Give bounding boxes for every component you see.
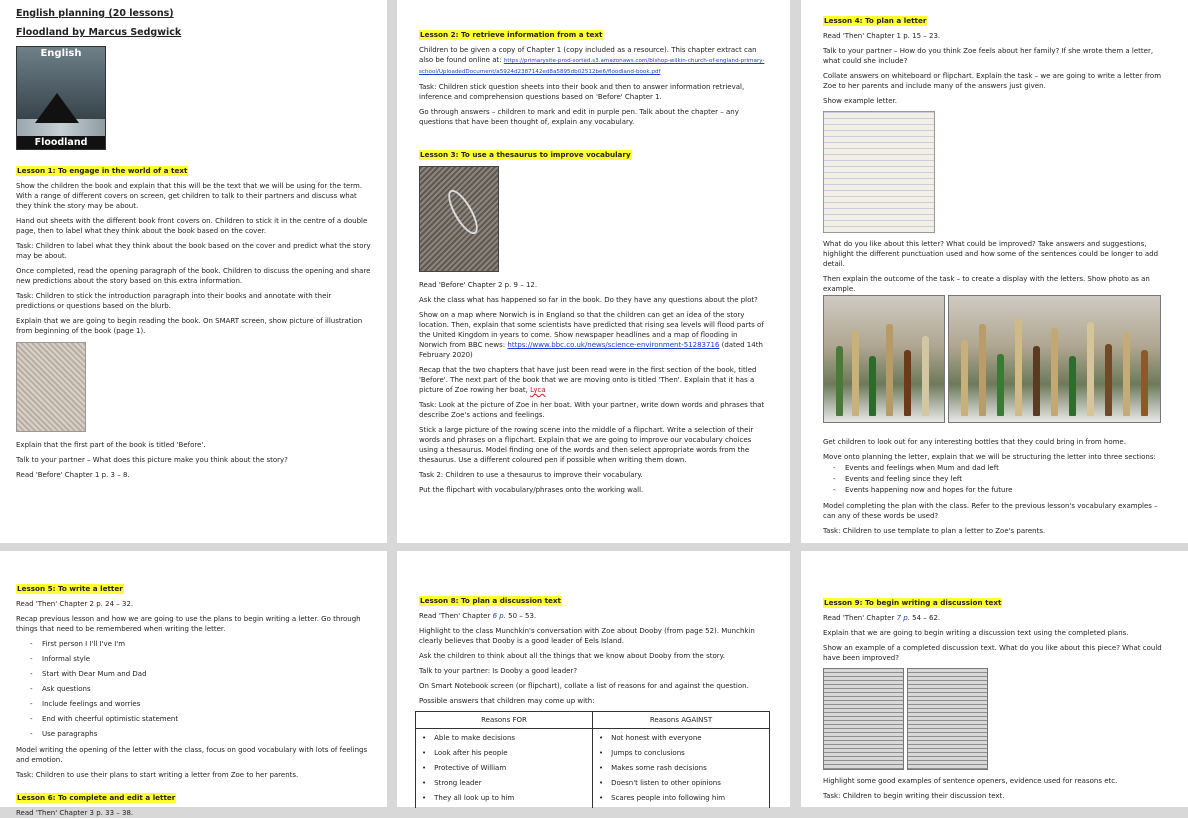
paragraph: Move onto planning the letter, explain that we will be structuring the letter into three sections: <box>823 453 1156 461</box>
paragraph: Put the flipchart with vocabulary/phrases onto the working wall. <box>419 486 644 494</box>
illustration-image <box>16 342 86 432</box>
cover-bottom-text: Floodland <box>17 136 105 149</box>
boat-image <box>419 166 499 272</box>
list-item: - Events happening now and hopes for the future <box>845 485 1166 495</box>
table-header: Reasons AGAINST <box>593 712 770 729</box>
letter-sections-list <box>823 463 1166 495</box>
paragraph: Collate answers on whiteboard or flipchart. Explain the task – we are going to write a letter from Zoe to her parents and include many of the answers just given. <box>823 72 1162 90</box>
example-letter-image <box>823 111 935 233</box>
paragraph: Stick a large picture of the rowing scene into the middle of a flipchart. Write a selection of their words and phrases on a flipchart. Explain that we are going to improve our vocabulary choices using a thesaurus. Model finding one of the words and then select appropriate words from the thesaurus. Use a different coloured pen if possible when writing them down. <box>419 426 754 464</box>
list-item: - Ask questions <box>42 684 371 694</box>
lesson-9-heading: Lesson 9: To begin writing a discussion text <box>824 598 1002 607</box>
page-3 <box>801 0 1188 543</box>
lesson-1-heading: Lesson 1: To engage in the world of a text <box>17 166 188 175</box>
paragraph: Recap previous lesson and how we are going to use the plans to begin writing a letter. Go through things that need to be remembered when writing the letter. <box>16 615 361 633</box>
book-cover-image <box>16 46 106 150</box>
paragraph: Recap that the two chapters that have just been read were in the first section of the book, titled 'Before'. The next part of the book that we are moving onto is titled 'Then'. Explain that it has a picture of Zoe rowing her boat, Lyca <box>419 366 757 394</box>
paragraph: Highlight to the class Munchkin's conversation with Zoe about Dooby (from page 52). Munchkin clearly believes that Dooby is a good leader of Eels Island. <box>419 627 755 645</box>
paragraph: Talk to your partner – What does this picture make you think about the story? <box>16 456 288 464</box>
paragraph: Once completed, read the opening paragraph of the book. Children to discuss the opening and share new predictions about the story based on this extra information. <box>16 267 371 285</box>
paragraph: Explain that we are going to begin reading the book. On SMART screen, show picture of illustration from beginning of the book (page 1). <box>16 317 363 335</box>
paragraph: Talk to your partner – How do you think Zoe feels about her family? If she wrote them a letter, what could she include? <box>823 47 1154 65</box>
paragraph: Hand out sheets with the different book front covers on. Children to stick it in the centre of a double page, then to label what they think about the book based on the cover. <box>16 217 368 235</box>
paragraph: Read 'Then' Chapter 6 p. 50 – 53. <box>419 612 537 620</box>
list-item: • Makes some rash decisions <box>599 761 763 776</box>
paragraph: Show example letter. <box>823 97 897 105</box>
page-2 <box>397 0 790 543</box>
list-item: • Look after his people <box>422 746 586 761</box>
chapter-link[interactable]: https://primarysite-prod-sorted.s3.amazonaws.com/bishop-wilkin-church-of-england-primary-school/UploadedDocument/a5924d2387142ed8a5895db02512be6/floodland-book.pdf <box>419 58 765 75</box>
cover-top-text: English <box>40 48 82 59</box>
paragraph: Highlight some good examples of sentence openers, evidence used for reasons etc. <box>823 777 1118 785</box>
paragraph: Model completing the plan with the class. Refer to the previous lesson's vocabulary examples – can any of these words be used? <box>823 502 1158 520</box>
paragraph: Ask the class what has happened so far in the book. Do they have any questions about the plot? <box>419 296 758 304</box>
list-item: - Use paragraphs <box>42 729 371 739</box>
paragraph: Read 'Then' Chapter 2 p. 24 – 32. <box>16 600 134 608</box>
paragraph: Show the children the book and explain that this will be the text that we will be using for the term. With a range of different covers on screen, get children to talk to their partners and discuss what they think the story may be about. <box>16 182 363 210</box>
lesson-6-heading: Lesson 6: To complete and edit a letter <box>17 793 176 802</box>
list-item: • They all look up to him <box>422 791 586 806</box>
paragraph: Children to be given a copy of Chapter 1 (copy included as a resource). This chapter extract can also be found online at: https://primarysite-prod-sorted.s3.amazonaws.com/bishop-wilkin-church-of-england-primary-school/UploadedDocument/a5924d2387142ed8a5895db02512be6/floodland-book.pdf <box>419 46 765 75</box>
list-item: • Scares people into following him <box>599 791 763 806</box>
paragraph: Explain that the first part of the book is titled 'Before'. <box>16 441 206 449</box>
list-item: - Events and feeling since they left <box>845 474 1166 484</box>
page-6 <box>801 551 1188 807</box>
paragraph: Task: Children to stick the introduction paragraph into their books and annotate with their predictions or questions based on the blurb. <box>16 292 332 310</box>
letter-checklist <box>16 639 371 739</box>
list-item: - Start with Dear Mum and Dad <box>42 669 371 679</box>
paragraph: Possible answers that children may come up with: <box>419 697 595 705</box>
list-item: • Able to make decisions <box>422 731 586 746</box>
list-item: - End with cheerful optimistic statement <box>42 714 371 724</box>
paragraph: Show on a map where Norwich is in England so that the children can get an idea of the story location. Then, explain that some scientists have predicted that rising sea levels will flood parts of the United Kingdom in years to come. Show newspaper headlines and a map of flooding in Norwich from BBC news: https://www.bbc.co.uk/news/science-environment-51283716 (dated 14th February 2020) <box>419 311 764 359</box>
reasons-table <box>415 711 770 808</box>
paragraph: Read 'Then' Chapter 3 p. 33 – 38. <box>16 809 134 817</box>
paragraph: On Smart Notebook screen (or flipchart), collate a list of reasons for and against the question. <box>419 682 749 690</box>
bbc-link[interactable]: https://www.bbc.co.uk/news/science-environment-51283716 <box>507 341 720 349</box>
paragraph: Read 'Then' Chapter 7 p. 54 – 62. <box>823 614 941 622</box>
paragraph: Model writing the opening of the letter with the class, focus on good vocabulary with lots of feelings and emotion. <box>16 746 368 764</box>
page-5 <box>397 551 790 807</box>
list-item: - Informal style <box>42 654 371 664</box>
reasons-for-cell <box>416 729 593 809</box>
list-item: - First person I I'll I've I'm <box>42 639 371 649</box>
lesson-3-heading: Lesson 3: To use a thesaurus to improve vocabulary <box>420 150 631 159</box>
list-item: • Protective of William <box>422 761 586 776</box>
paragraph: Task: Children to label what they think about the book based on the cover and predict what the story may be about. <box>16 242 371 260</box>
list-item: - Events and feelings when Mum and dad left <box>845 463 1166 473</box>
book-title: Floodland by Marcus Sedgwick <box>16 27 182 38</box>
list-item: • Not honest with everyone <box>599 731 763 746</box>
doc-title: English planning (20 lessons) <box>16 8 174 19</box>
paragraph: Read 'Then' Chapter 1 p. 15 – 23. <box>823 32 941 40</box>
paragraph: Ask the children to think about all the things that we know about Dooby from the story. <box>419 652 726 660</box>
paragraph: Task 2: Children to use a thesaurus to improve their vocabulary. <box>419 471 643 479</box>
discussion-text-examples <box>823 668 1166 770</box>
bottle-photo <box>823 295 945 423</box>
lesson-4-heading: Lesson 4: To plan a letter <box>824 16 927 25</box>
bottle-photo <box>948 295 1161 423</box>
paragraph: Task: Look at the picture of Zoe in her boat. With your partner, write down words and phrases that describe Zoe's actions and feelings. <box>419 401 765 419</box>
paragraph: What do you like about this letter? What could be improved? Take answers and suggestions, highlight the different punctuation used and how some of the sentences could be longer to add detail. <box>823 240 1159 268</box>
table-header: Reasons FOR <box>416 712 593 729</box>
reasons-against-cell <box>593 729 770 809</box>
paragraph: Explain that we are going to begin writing a discussion text using the completed plans. <box>823 629 1129 637</box>
paragraph: Task: Children to begin writing their discussion text. <box>823 792 1005 800</box>
lesson-8-heading: Lesson 8: To plan a discussion text <box>420 596 561 605</box>
paragraph: Go through answers – children to mark and edit in purple pen. Talk about the chapter – any questions that have been thought of, explain any vocabulary. <box>419 108 739 126</box>
paragraph: Then explain the outcome of the task – to create a display with the letters. Show photo as an example. <box>823 275 1150 293</box>
paragraph: Task: Children to use their plans to start writing a letter from Zoe to her parents. <box>16 771 299 779</box>
paragraph: Talk to your partner: Is Dooby a good leader? <box>419 667 578 675</box>
page-1 <box>0 0 387 543</box>
paragraph: Show an example of a completed discussion text. What do you like about this piece? What could have been improved? <box>823 644 1162 662</box>
paragraph: Get children to look out for any interesting bottles that they could bring in from home. <box>823 438 1126 446</box>
list-item: • Doesn't listen to other opinions <box>599 776 763 791</box>
list-item: - Include feelings and worries <box>42 699 371 709</box>
paragraph: Task: Children to use template to plan a letter to Zoe's parents. <box>823 527 1046 535</box>
lesson-5-heading: Lesson 5: To write a letter <box>17 584 123 593</box>
bottle-photos <box>823 295 1166 423</box>
list-item: • Strong leader <box>422 776 586 791</box>
paragraph: Read 'Before' Chapter 1 p. 3 – 8. <box>16 471 130 479</box>
paragraph: Task: Children stick question sheets into their book and then to answer information retrieval, inference and comprehension questions based on 'Before' Chapter 1. <box>419 83 745 101</box>
list-item: • Jumps to conclusions <box>599 746 763 761</box>
handwriting-image <box>823 668 904 770</box>
lesson-2-heading: Lesson 2: To retrieve information from a text <box>420 30 603 39</box>
handwriting-image <box>907 668 988 770</box>
page-4 <box>0 551 387 817</box>
paragraph: Read 'Before' Chapter 2 p. 9 – 12. <box>419 281 538 289</box>
